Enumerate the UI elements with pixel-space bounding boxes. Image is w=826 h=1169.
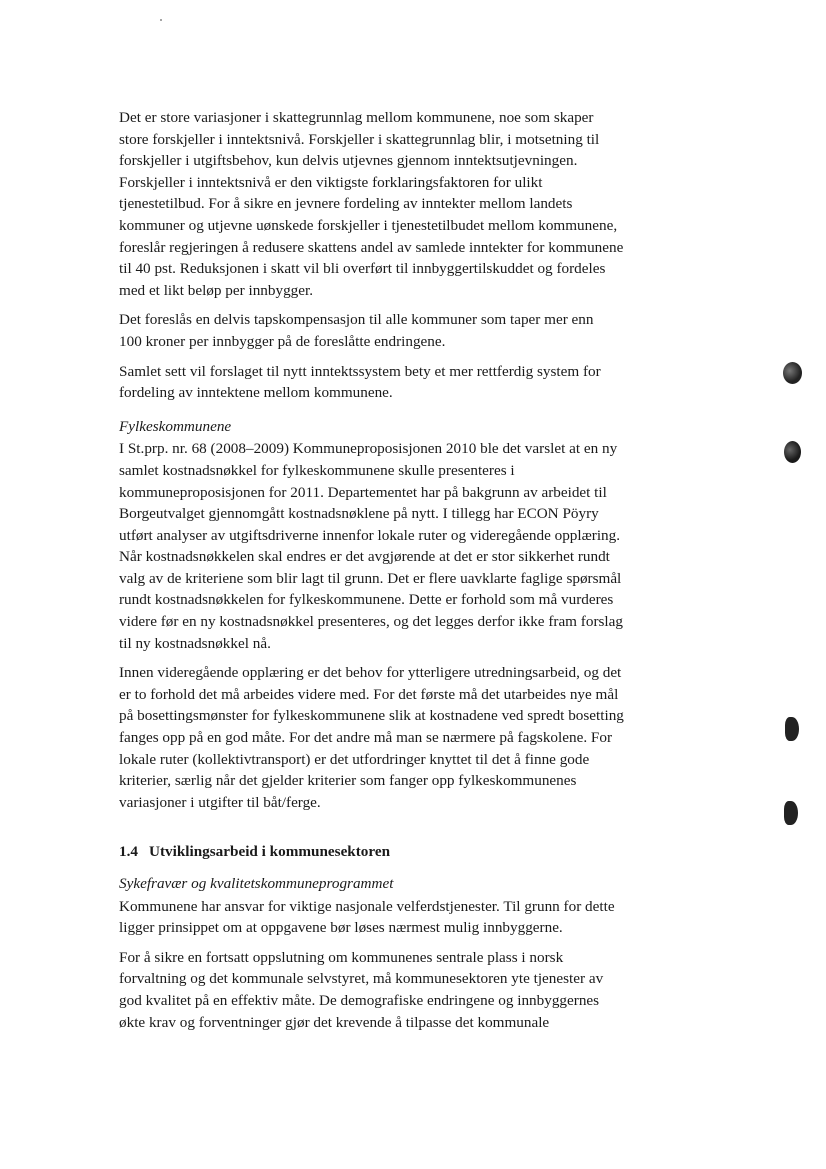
syke-paragraphs <box>119 896 719 1034</box>
text-line: 100 kroner per innbygger på de foreslåtte endringene. <box>119 332 446 350</box>
text-line: Innen videregående opplæring er det behov for ytterligere utredningsarbeid, og det <box>119 664 622 682</box>
text-line: økte krav og forventninger gjør det krevende å tilpasse det kommunale <box>119 1013 550 1031</box>
paragraph <box>119 662 719 813</box>
text-line: Det er store variasjoner i skattegrunnlag mellom kommunene, noe som skaper <box>119 109 594 126</box>
text-line: forskjeller i utgiftsbehov, kun delvis utjevnes gjennom inntektsutjevningen. <box>119 152 578 170</box>
text-line: samlet kostnadsnøkkel for fylkeskommunene skulle presenteres i <box>119 461 515 479</box>
paragraph <box>119 947 719 1033</box>
text-line: rundt kostnadsnøkkelen for fylkeskommunene. Dette er forhold som må vurderes <box>119 591 614 609</box>
text-line: foreslår regjeringen å redusere skattens andel av samlede inntekter for kommunene <box>119 238 624 256</box>
text-line: på bosettingsmønster for fylkeskommunene slik at kostnadene ved spredt bosetting <box>119 707 624 725</box>
scan-speck <box>160 19 162 21</box>
paragraph <box>119 361 719 404</box>
text-line: valg av de kriteriene som blir lagt til grunn. Det er flere uavklarte faglige spørsmål <box>119 569 622 587</box>
punch-hole-mark <box>784 801 798 825</box>
text-line: utført analyser av utgiftsdriverne innenfor lokale ruter og videregående opplæring. <box>119 526 621 544</box>
text-line: Borgeutvalget gjennomgått kostnadsnøklene på nytt. I tillegg har ECON Pöyry <box>119 505 599 523</box>
text-line: til 40 pst. Reduksjonen i skatt vil bli overført til innbyggertilskuddet og fordeles <box>119 260 606 278</box>
text-line: fanges opp på en god måte. For det andre må man se nærmere på fagskolene. For <box>119 729 613 747</box>
fylke-paragraphs <box>119 438 719 813</box>
text-line: forvaltning og det kommunale selvstyret, må kommunesektoren yte tjenester av <box>119 970 604 988</box>
text-line: ligger prinsippet om at oppgavene bør løses nærmest mulig innbyggerne. <box>119 919 563 937</box>
subheading-sykefravaer: Sykefravær og kvalitetskommuneprogrammet <box>119 875 394 892</box>
text-column <box>119 107 719 1041</box>
text-line: For å sikre en fortsatt oppslutning om kommunenes sentrale plass i norsk <box>119 948 564 966</box>
text-line: I St.prp. nr. 68 (2008–2009) Kommuneproposisjonen 2010 ble det varslet at en ny <box>119 440 618 458</box>
text-line: lokale ruter (kollektivtransport) er det utfordringer knyttet til det å finne gode <box>119 750 590 768</box>
intro-paragraphs <box>119 107 719 404</box>
paragraph <box>119 896 719 939</box>
text-line: Samlet sett vil forslaget til nytt inntektssystem bety et mer rettferdig system for <box>119 362 601 380</box>
paragraph <box>119 438 719 654</box>
text-line: kommuner og utjevne uønskede forskjeller i tjenestetilbudet mellom kommunene, <box>119 216 618 234</box>
text-line: videre før en ny kostnadsnøkkel presenteres, og det legges derfor ikke fram forslag <box>119 613 623 631</box>
punch-hole-mark <box>783 362 802 384</box>
text-line: kommuneproposisjonen for 2011. Departementet har på bakgrunn av arbeidet til <box>119 483 607 501</box>
text-line: med et likt beløp per innbygger. <box>119 281 314 299</box>
subheading-fylkeskommunene: Fylkeskommunene <box>119 417 232 435</box>
section-heading <box>119 841 719 863</box>
text-line: god kvalitet på en effektiv måte. De demografiske endringene og innbyggernes <box>119 991 600 1009</box>
text-line: Kommunene har ansvar for viktige nasjonale velferdstjenester. Til grunn for dette <box>119 897 615 915</box>
text-line: er to forhold det må arbeides videre med. For det første må det utarbeides nye mål <box>119 685 619 703</box>
text-line: fordeling av inntektene mellom kommunene. <box>119 384 393 402</box>
paragraph <box>119 107 719 301</box>
text-line: tjenestetilbud. For å sikre en jevnere fordeling av inntekter mellom landets <box>119 195 573 213</box>
text-line: Det foreslås en delvis tapskompensasjon til alle kommuner som taper mer enn <box>119 311 594 329</box>
text-line: variasjoner i utgifter til båt/ferge. <box>119 793 321 811</box>
text-line: kriterier, særlig når det gjelder kriterier som fanger opp fylkeskommunenes <box>119 772 577 790</box>
punch-hole-mark <box>785 717 799 741</box>
text-line: til ny kostnadsnøkkel nå. <box>119 634 271 652</box>
text-line: Når kostnadsnøkkelen skal endres er det avgjørende at det er stor sikkerhet rundt <box>119 548 610 566</box>
section-number: 1.4 <box>119 843 138 861</box>
text-line: store forskjeller i inntektsnivå. Forskjeller i skattegrunnlag blir, i motsetning til <box>119 130 600 148</box>
section-title: Utviklingsarbeid i kommunesektoren <box>149 843 391 861</box>
punch-hole-mark <box>784 441 801 463</box>
paragraph <box>119 309 719 352</box>
text-line: Forskjeller i inntektsnivå er den viktigste forklaringsfaktoren for ulikt <box>119 173 543 191</box>
